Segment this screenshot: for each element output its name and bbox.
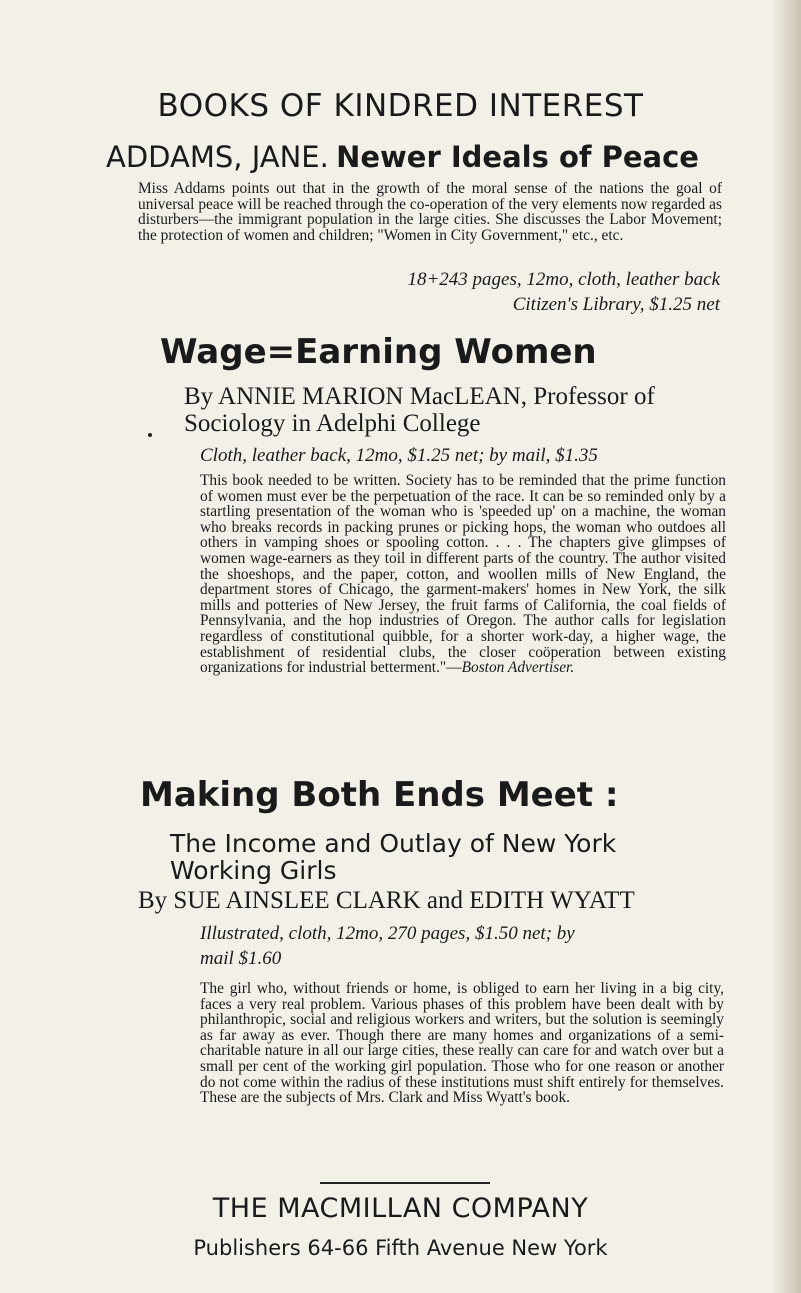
entry-imprint-series: Citizen's Library, $1.25 net	[512, 294, 720, 315]
entry-review-source: Boston Advertiser.	[461, 659, 575, 677]
entry-byline: By SUE AINSLEE CLARK and EDITH WYATT	[138, 887, 635, 914]
entry-imprint: Cloth, leather back, 12mo, $1.25 net; by mail, $1.35	[200, 445, 598, 466]
publisher-address: Publishers 64-66 Fifth Avenue New York	[193, 1236, 608, 1260]
entry-subtitle-continued: Working Girls	[170, 856, 337, 885]
entry-subtitle: The Income and Outlay of New York	[170, 829, 617, 858]
entry-title: Newer Ideals of Peace	[336, 140, 699, 174]
entry-byline-affiliation: Sociology in Adelphi College	[184, 410, 481, 437]
entry-addams-heading	[106, 140, 699, 175]
bullet-mark	[148, 433, 152, 437]
page-heading: BOOKS OF KINDRED INTEREST	[157, 88, 644, 124]
entry-title: Making Both Ends Meet :	[140, 775, 619, 815]
entry-description: The girl who, without friends or home, is obliged to earn her living in a big city, faces a very real problem. Various phases of this problem have been dealt with by philanthropic, social and religious workers and writers, but the solution is seemingly as far away as ever. Though there are many homes and organizations of a semi-charitable nature in all our large cities, these really can care for and watch over but a small per cent of the working girl population. Those who for one reason or another do not come within the radius of these institutions must shift entirely for themselves. These are the subjects of Mrs. Clark and Miss Wyatt's book.	[200, 980, 724, 1107]
entry-description-text: This book needed to be written. Society has to be reminded that the prime function of women must ever be the perpetuation of the race. It can be so reminded only by a startling presentation of the woman who is 'speeded up' on a machine, the woman who breaks records in packing prunes or picking hops, the woman who outdoes all others in vamping shoes or spooling cotton. . . . The chapters give glimpses of women wage-earners as they toil in different parts of the country. The author visited the shoeshops, and the paper, cotton, and woollen mills of New England, the department stores of Chicago, the garment-makers' homes in New York, the silk mills and potteries of New Jersey, the fruit farms of California, the coal fields of Pennsylvania, and the hop industries of Oregon. The author calls for legislation regardless of constitutional quibble, for a shorter work-day, a higher wage, the establishment of residential clubs, the closer coöperation between existing organizations for industrial betterment."—	[200, 472, 726, 677]
publisher-name: THE MACMILLAN COMPANY	[212, 1193, 589, 1224]
entry-title: Wage=Earning Women	[160, 332, 597, 372]
entry-author: ADDAMS, JANE.	[106, 140, 329, 174]
entry-imprint-continued: mail $1.60	[200, 948, 282, 969]
divider-rule	[320, 1182, 490, 1184]
entry-imprint: Illustrated, cloth, 12mo, 270 pages, $1.50 net; by	[200, 923, 575, 944]
entry-description: Miss Addams points out that in the growth of the moral sense of the nations the goal of universal peace will be reached through the co-operation of the very elements now regarded as disturbers—the immigrant population in the large cities. She discusses the Labor Movement; the protection of women and children; "Women in City Government," etc., etc.	[138, 180, 722, 244]
page-edge-shadow	[771, 0, 801, 1293]
entry-byline: By ANNIE MARION MacLEAN, Professor of	[184, 383, 655, 410]
entry-imprint: 18+243 pages, 12mo, cloth, leather back	[407, 269, 720, 290]
entry-description	[200, 473, 726, 676]
